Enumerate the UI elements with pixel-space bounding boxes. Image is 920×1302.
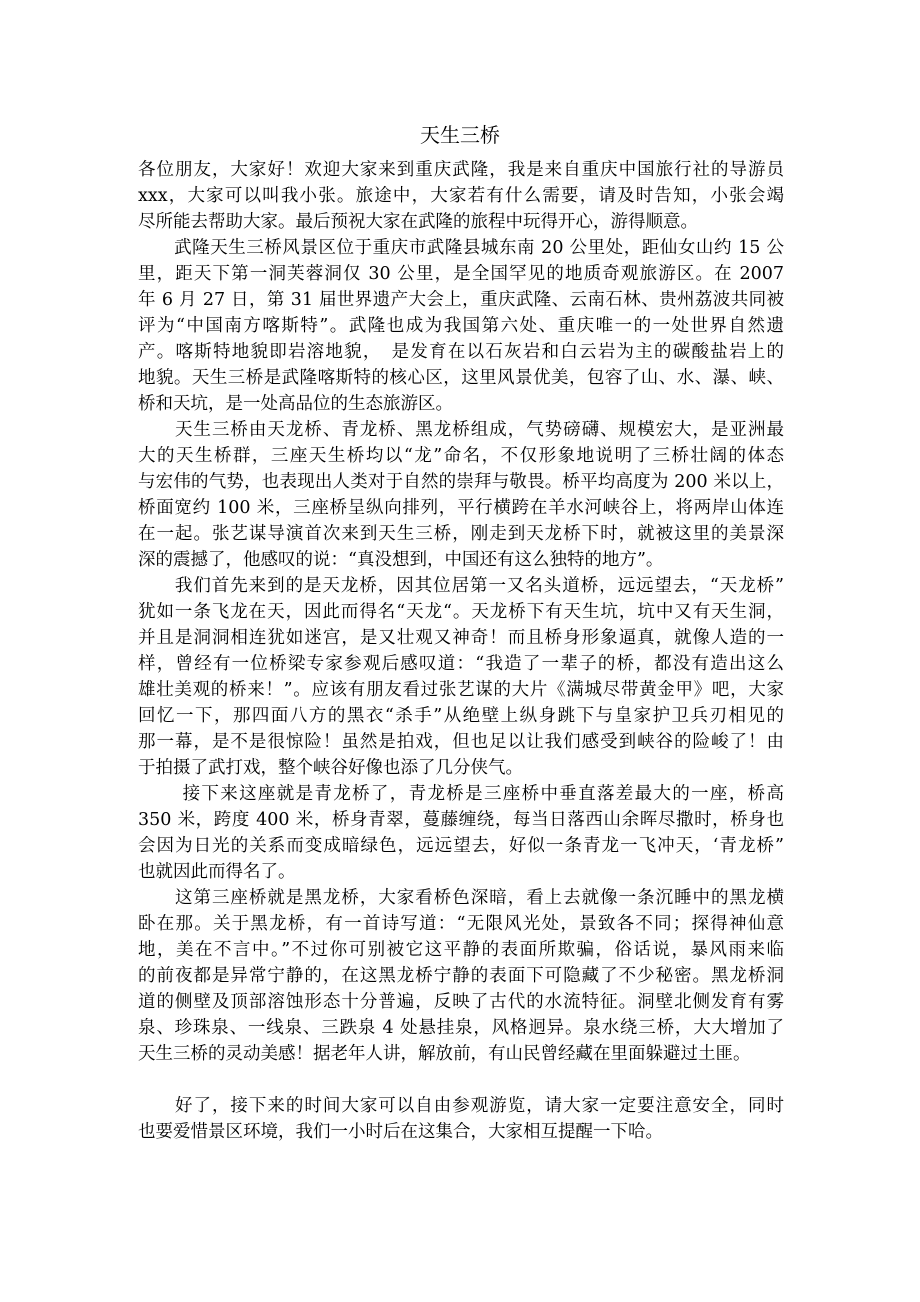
text-line: 也要爱惜景区环境，我们一小时后在这集合，大家相互提醒一下哈。: [138, 1122, 663, 1142]
text-line: 犹如一条飞龙在天，因此而得名“天龙“。天龙桥下有天生坑，坑中又有天生洞，: [138, 602, 784, 622]
text-line: 道的侧壁及顶部溶蚀形态十分普遍，反映了古代的水流特征。洞壁北侧发育有雾: [138, 992, 784, 1012]
text-line: 产。喀斯特地貌即岩溶地貌， 是发育在以石灰岩和白云岩为主的碳酸盐岩上的: [138, 342, 784, 362]
text-line: 里，距天下第一洞芙蓉洞仅 30 公里，是全国罕见的地质奇观旅游区。在 2007: [138, 264, 784, 284]
text-line: 我们首先来到的是天龙桥，因其位居第一又名头道桥，远远望去，“天龙桥”: [138, 576, 784, 596]
text-line: 地，美在不言中。”不过你可别被它这平静的表面所欺骗，俗话说，暴风雨来临: [138, 940, 784, 960]
text-line: 会因为日光的关系而变成暗绿色，远远望去，好似一条青龙一飞冲天，‘青龙桥”: [138, 836, 784, 856]
text-line: 尽所能去帮助大家。最后预祝大家在武隆的旅程中玩得开心，游得顺意。: [138, 212, 698, 232]
text-line: 地貌。天生三桥是武隆喀斯特的核心区，这里风景优美，包容了山、水、瀑、峡、: [138, 368, 784, 388]
text-line: 大的天生桥群，三座天生桥均以“龙”命名，不仅形象地说明了三桥壮阔的体态: [138, 446, 784, 466]
text-line: 深的震撼了，他感叹的说：“真没想到，中国还有这么独特的地方”。: [138, 550, 664, 570]
text-line: 与宏伟的气势，也表现出人类对于自然的崇拜与敬畏。桥平均高度为 200 米以上，: [138, 472, 784, 492]
text-line: 好了，接下来的时间大家可以自由参观游览，请大家一定要注意安全，同时: [138, 1096, 784, 1116]
text-line: 接下来这座就是青龙桥了，青龙桥是三座桥中垂直落差最大的一座，桥高: [138, 784, 784, 804]
text-line: 评为“中国南方喀斯特”。武隆也成为我国第六处、重庆唯一的一处世界自然遗: [138, 316, 784, 336]
text-line: 雄壮美观的桥来！”。应该有朋友看过张艺谋的大片《满城尽带黄金甲》吧，大家: [138, 680, 784, 700]
text-line: 在一起。张艺谋导演首次来到天生三桥，刚走到天龙桥下时，就被这里的美景深: [138, 524, 784, 544]
text-line: 的前夜都是异常宁静的，在这黑龙桥宁静的表面下可隐藏了不少秘密。黑龙桥洞: [138, 966, 784, 986]
text-line: 各位朋友，大家好！欢迎大家来到重庆武隆，我是来自重庆中国旅行社的导游员: [138, 160, 784, 180]
text-line: 卧在那。关于黑龙桥，有一首诗写道：“无限风光处，景致各不同；探得神仙意: [138, 914, 784, 934]
text-line: 并且是洞洞相连犹如迷宫，是又壮观又神奇！而且桥身形象逼真，就像人造的一: [138, 628, 784, 648]
text-line: 回忆一下，那四面八方的黑衣“杀手”从绝壁上纵身跳下与皇家护卫兵刃相见的: [138, 706, 784, 726]
text-line: 那一幕，是不是很惊险！虽然是拍戏，但也足以让我们感受到峡谷的险峻了！由: [138, 732, 784, 752]
text-line: 350 米，跨度 400 米，桥身青翠，蔓藤缠绕，每当日落西山余晖尽撒时，桥身也: [138, 810, 784, 830]
text-line: 年 6 月 27 日，第 31 届世界遗产大会上，重庆武隆、云南石林、贵州荔波共同被: [138, 290, 784, 310]
text-line: 桥面宽约 100 米，三座桥呈纵向排列，平行横跨在羊水河峡谷上，将两岸山体连: [138, 498, 784, 518]
text-line: 天生三桥的灵动美感！据老年人讲，解放前，有山民曾经藏在里面躲避过土匪。: [138, 1044, 751, 1064]
text-line: 样，曾经有一位桥梁专家参观后感叹道：“我造了一辈子的桥，都没有造出这么: [138, 654, 784, 674]
text-line: 泉、珍珠泉、一线泉、三跌泉 4 处悬挂泉，风格迥异。泉水绕三桥，大大增加了: [138, 1018, 784, 1038]
text-line: xxx，大家可以叫我小张。旅途中，大家若有什么需要，请及时告知，小张会竭: [138, 186, 784, 206]
text-line: 天生三桥由天龙桥、青龙桥、黑龙桥组成，气势磅礴、规模宏大，是亚洲最: [138, 420, 784, 440]
document-title: 天生三桥: [420, 123, 500, 147]
text-line: 桥和天坑，是一处高品位的生态旅游区。: [138, 394, 453, 414]
text-line: 武隆天生三桥风景区位于重庆市武隆县城东南 20 公里处，距仙女山约 15 公: [138, 238, 784, 258]
text-line: 于拍摄了武打戏，整个峡谷好像也添了几分侠气。: [138, 758, 523, 778]
text-line: 也就因此而得名了。: [138, 862, 296, 882]
text-line: 这第三座桥就是黑龙桥，大家看桥色深暗，看上去就像一条沉睡中的黑龙横: [138, 888, 784, 908]
